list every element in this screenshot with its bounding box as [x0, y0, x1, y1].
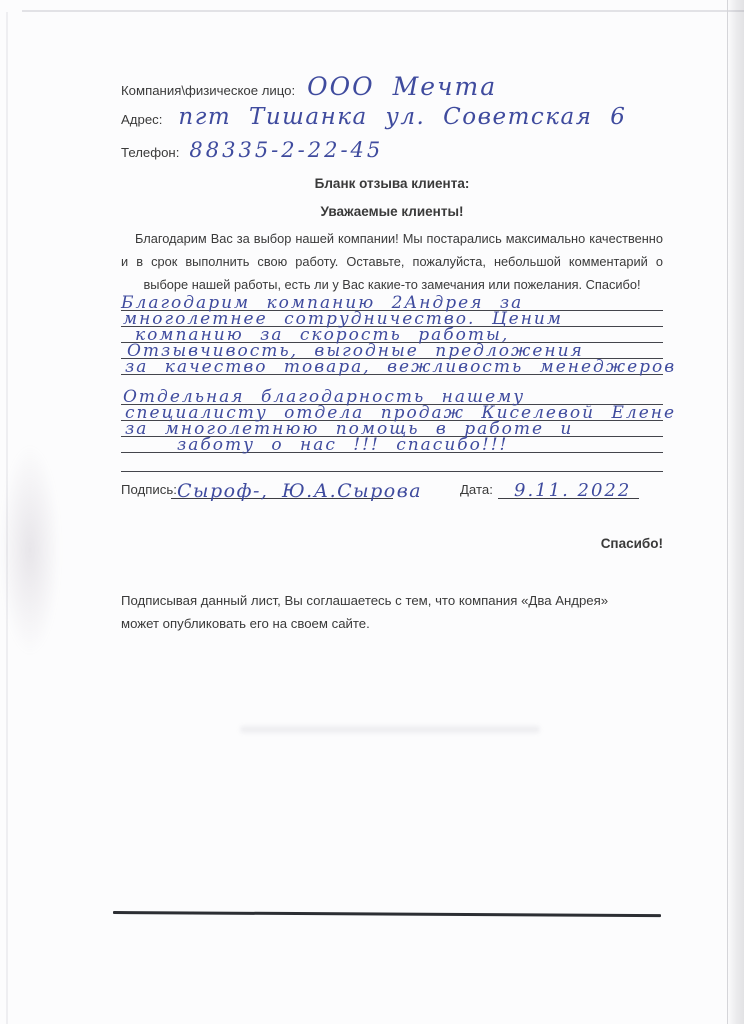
company-field	[121, 72, 497, 101]
phone-field	[121, 138, 383, 162]
handwritten-comment: за многолетнюю помощь в работе и	[125, 419, 574, 439]
company-label: Компания\физическое лицо:	[121, 83, 296, 98]
company-value-handwritten: ООО Мечта	[307, 72, 498, 101]
date-handwritten: 9.11. 2022	[514, 480, 632, 501]
comment-line	[121, 357, 677, 377]
date-line	[498, 480, 639, 499]
signature-handwritten: Сыроф-, Ю.А.Сырова	[177, 480, 423, 502]
scan-edge-right	[727, 0, 744, 1024]
address-label: Адрес:	[121, 112, 163, 127]
signature-line	[171, 480, 423, 502]
comment-line-empty	[121, 456, 663, 472]
thanks-line: Спасибо!	[600, 536, 663, 551]
intro-paragraph: Благодарим Вас за выбор нашей компании! Мы постарались максимально качественно и в срок выполнить свою работу. Оставьте, пожалуйста, небольшой комментарий о выборе нашей работы, есть ли у Вас какие-то замечания или пожелания. Спасибо!	[121, 231, 663, 292]
handwritten-comment: Отзывчивость, выгодные предложения	[127, 341, 584, 361]
phone-label: Телефон:	[121, 145, 180, 160]
handwritten-comment: за качество товара, вежливость менеджеров	[125, 357, 677, 377]
handwritten-comment: заботу о нас !!! спасибо!!!	[177, 435, 509, 455]
comment-line	[121, 437, 663, 453]
address-value-handwritten: пгт Тишанка ул. Советская 6	[178, 104, 627, 130]
consent-paragraph: Подписывая данный лист, Вы соглашаетесь с тем, что компания «Два Андрея» может опубликовать его на своем сайте.	[121, 593, 609, 631]
scan-smudge	[0, 445, 60, 655]
signature-date-row	[121, 479, 663, 502]
date-label: Дата:	[460, 482, 493, 497]
handwritten-comment: специалисту отдела продаж Киселевой Елене	[125, 403, 677, 423]
phone-value-handwritten: 88335-2-22-45	[189, 138, 384, 162]
greeting-line: Уважаемые клиенты!	[320, 204, 464, 219]
handwritten-comment: Благодарим компанию 2Андрея за	[121, 293, 524, 313]
form-title: Бланк отзыва клиента:	[314, 176, 470, 191]
handwritten-comment: многолетнее сотрудничество. Ценим	[123, 309, 563, 329]
handwritten-comment: Отдельная благодарность нашему	[123, 387, 526, 407]
address-field	[121, 104, 626, 130]
signature-label: Подпись:	[121, 482, 177, 497]
comment-area	[121, 293, 677, 472]
form-content	[121, 0, 677, 1024]
handwritten-comment: компанию за скорость работы,	[135, 325, 510, 345]
